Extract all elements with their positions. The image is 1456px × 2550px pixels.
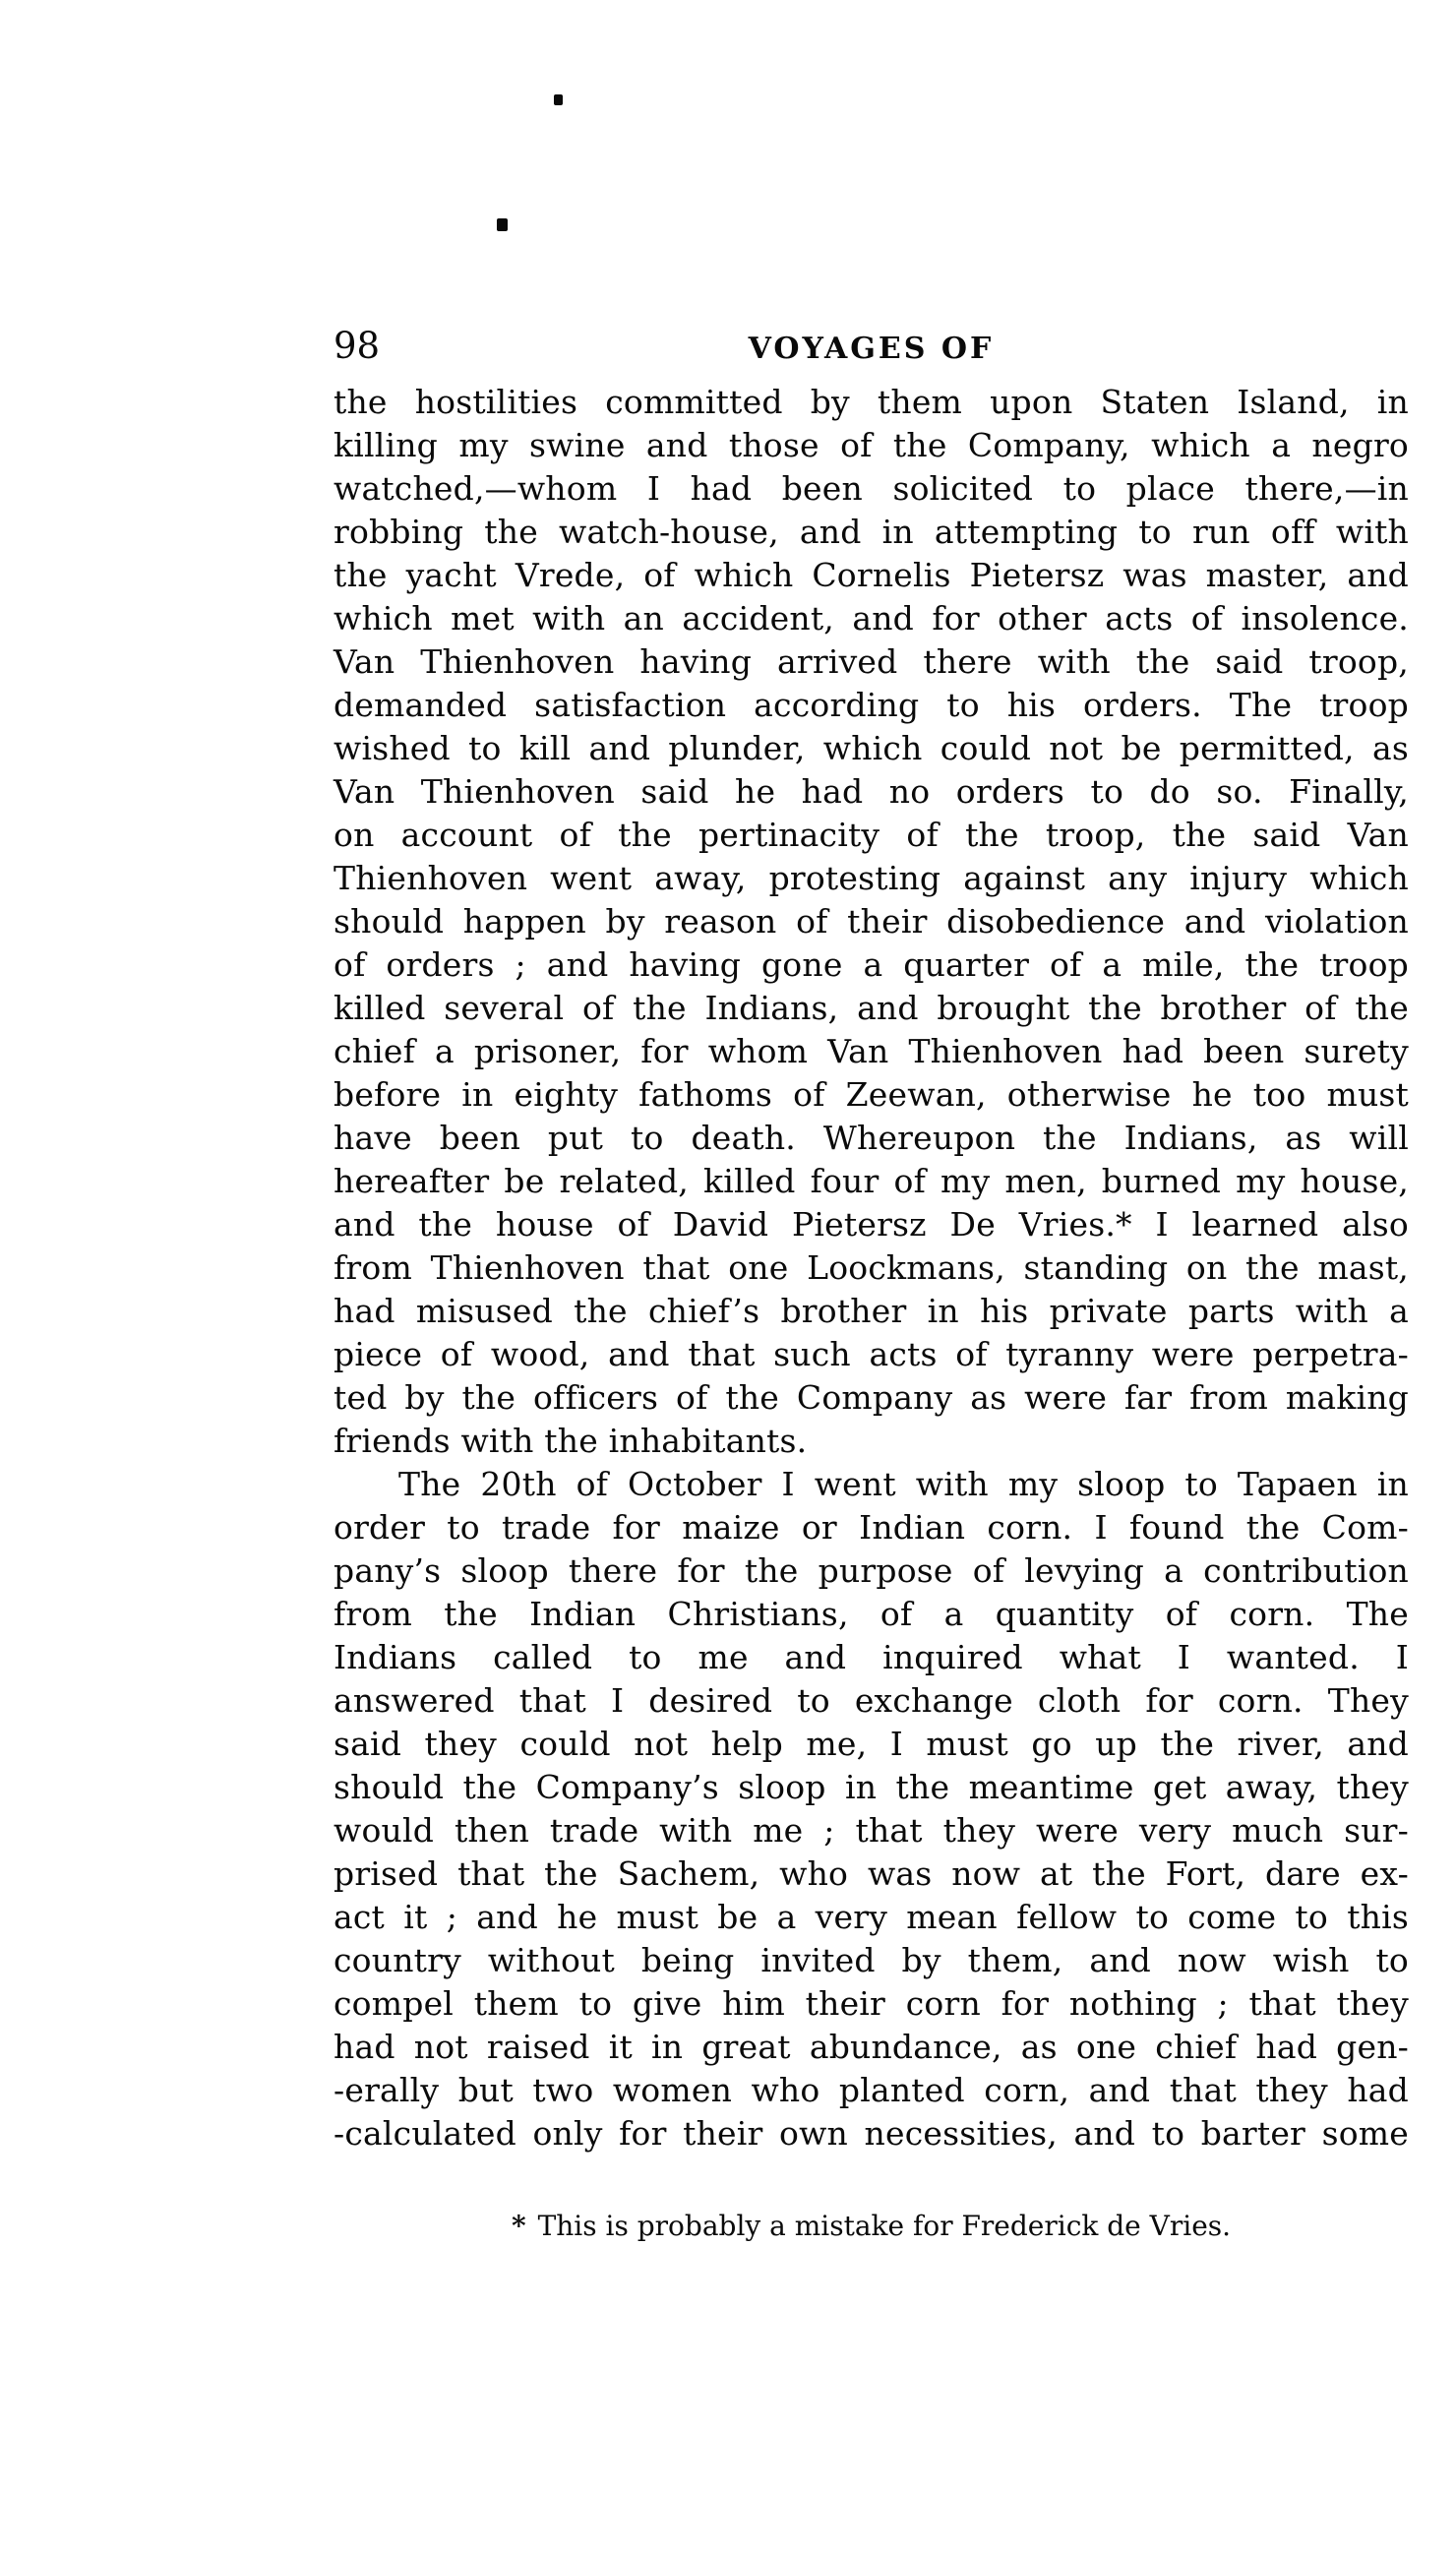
text-line: piece of wood, and that such acts of tyranny were perpetra- [334, 1335, 1409, 1373]
footnote [334, 2209, 1409, 2244]
text-line: The 20th of October I went with my sloop to Tapaen in [398, 1465, 1409, 1503]
text-line: -calculated only for their own necessities, and to barter some [334, 2114, 1409, 2153]
text-line: robbing the watch-house, and in attempting to run off with [334, 513, 1409, 551]
text-line: wished to kill and plunder, which could not be permitted, as [334, 729, 1409, 767]
text-line: act it ; and he must be a very mean fellow to come to this [334, 1898, 1409, 1936]
text-line: said they could not help me, I must go up the river, and [334, 1725, 1409, 1763]
text-line: demanded satisfaction according to his orders. The troop [334, 686, 1409, 724]
text-line: Indians called to me and inquired what I wanted. I [334, 1638, 1409, 1676]
ink-speck [497, 218, 508, 231]
footnote-text: This is probably a mistake for Frederick de Vries. [537, 2210, 1232, 2242]
text-line: which met with an accident, and for other acts of insolence. [334, 599, 1409, 638]
text-line: have been put to death. Whereupon the Indians, as will [334, 1119, 1409, 1157]
footnote-marker: * [511, 2210, 526, 2242]
text-line: should the Company’s sloop in the meantime get away, they [334, 1768, 1409, 1806]
text-line: should happen by reason of their disobedience and violation [334, 902, 1409, 941]
text-line: -erally but two women who planted corn, and that they had [334, 2071, 1409, 2109]
text-line: order to trade for maize or Indian corn. I found the Com- [334, 1508, 1409, 1547]
page-number: 98 [334, 325, 381, 367]
text-line: of orders ; and having gone a quarter of a mile, the troop [334, 945, 1409, 984]
text-line: on account of the pertinacity of the troop, the said Van [334, 816, 1409, 854]
text-line: compel them to give him their corn for nothing ; that they [334, 1984, 1409, 2023]
text-line: killing my swine and those of the Company, which a negro [334, 426, 1409, 464]
text-line: Van Thienhoven having arrived there with the said troop, [334, 642, 1409, 681]
text-line: pany’s sloop there for the purpose of levying a contribution [334, 1551, 1409, 1590]
text-line: ted by the officers of the Company as were far from making [334, 1378, 1409, 1417]
text-line: watched,—whom I had been solicited to place there,—in [334, 469, 1409, 508]
text-line: and the house of David Pietersz De Vries.* I learned also [334, 1205, 1409, 1244]
running-title: VOYAGES OF [748, 332, 995, 366]
ink-speck [554, 94, 563, 105]
text-line: from the Indian Christians, of a quantity of corn. The [334, 1595, 1409, 1633]
text-line: before in eighty fathoms of Zeewan, otherwise he too must [334, 1075, 1409, 1114]
text-line: Thienhoven went away, protesting against any injury which [334, 859, 1409, 897]
page-header [334, 325, 1409, 372]
text-line: the yacht Vrede, of which Cornelis Pietersz was master, and [334, 556, 1409, 594]
text-line: from Thienhoven that one Loockmans, standing on the mast, [334, 1248, 1409, 1287]
text-line: killed several of the Indians, and brought the brother of the [334, 989, 1409, 1027]
text-line: country without being invited by them, and now wish to [334, 1941, 1409, 1979]
text-line: had not raised it in great abundance, as one chief had gen- [334, 2028, 1409, 2066]
text-line: answered that I desired to exchange cloth for corn. They [334, 1681, 1409, 1720]
text-line: hereafter be related, killed four of my men, burned my house, [334, 1162, 1409, 1200]
text-line: Van Thienhoven said he had no orders to do so. Finally, [334, 772, 1409, 811]
text-line: prised that the Sachem, who was now at the Fort, dare ex- [334, 1854, 1409, 1893]
text-line: had misused the chief’s brother in his private parts with a [334, 1292, 1409, 1330]
text-line: friends with the inhabitants. [334, 1422, 808, 1460]
text-line: would then trade with me ; that they were very much sur- [334, 1811, 1409, 1850]
text-line: the hostilities committed by them upon Staten Island, in [334, 383, 1409, 421]
page-body [334, 381, 1409, 2155]
text-line: chief a prisoner, for whom Van Thienhoven had been surety [334, 1032, 1409, 1070]
